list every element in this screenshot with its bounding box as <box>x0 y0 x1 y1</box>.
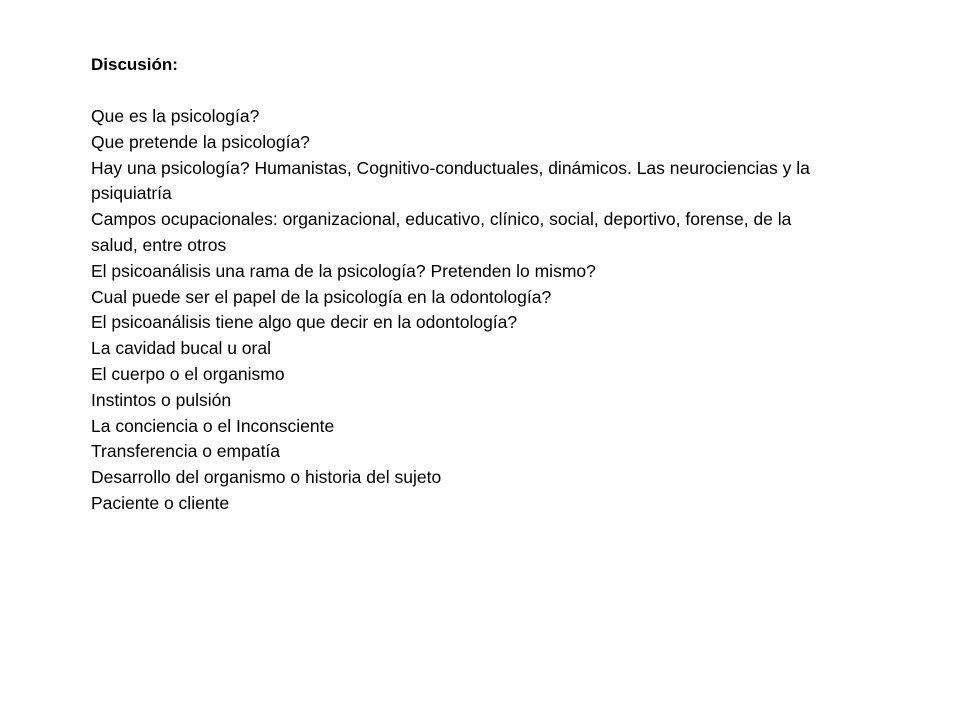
question-one-psychology: Hay una psicología? Humanistas, Cognitivo-conductuales, dinámicos. Las neurociencias y la psiquiatría <box>91 157 810 204</box>
question-psychology-aims: Que pretende la psicología? <box>91 131 310 152</box>
topic-body-organism: El cuerpo o el organismo <box>91 363 285 384</box>
topic-patient-client: Paciente o cliente <box>91 492 230 513</box>
topic-conscious-unconscious: La conciencia o el Inconsciente <box>91 415 335 436</box>
topic-instincts-drive: Instintos o pulsión <box>91 389 232 410</box>
text-block <box>91 52 831 517</box>
question-psychoanalysis-dentistry: El psicoanálisis tiene algo que decir en la odontología? <box>91 312 518 333</box>
topic-oral-cavity: La cavidad bucal u oral <box>91 338 271 359</box>
discussion-heading: Discusión: <box>91 55 178 74</box>
occupational-fields: Campos ocupacionales: organizacional, educativo, clínico, social, deportivo, forense, de la salud, entre otros <box>91 209 792 255</box>
question-role-in-dentistry: Cual puede ser el papel de la psicología en la odontología? <box>91 286 552 307</box>
topic-transference-empathy: Transferencia o empatía <box>91 441 281 462</box>
question-psychoanalysis-branch: El psicoanálisis una rama de la psicología? Pretenden lo mismo? <box>91 260 596 281</box>
question-what-is-psychology: Que es la psicología? <box>91 106 260 126</box>
topic-development-history: Desarrollo del organismo o historia del sujeto <box>91 467 442 488</box>
